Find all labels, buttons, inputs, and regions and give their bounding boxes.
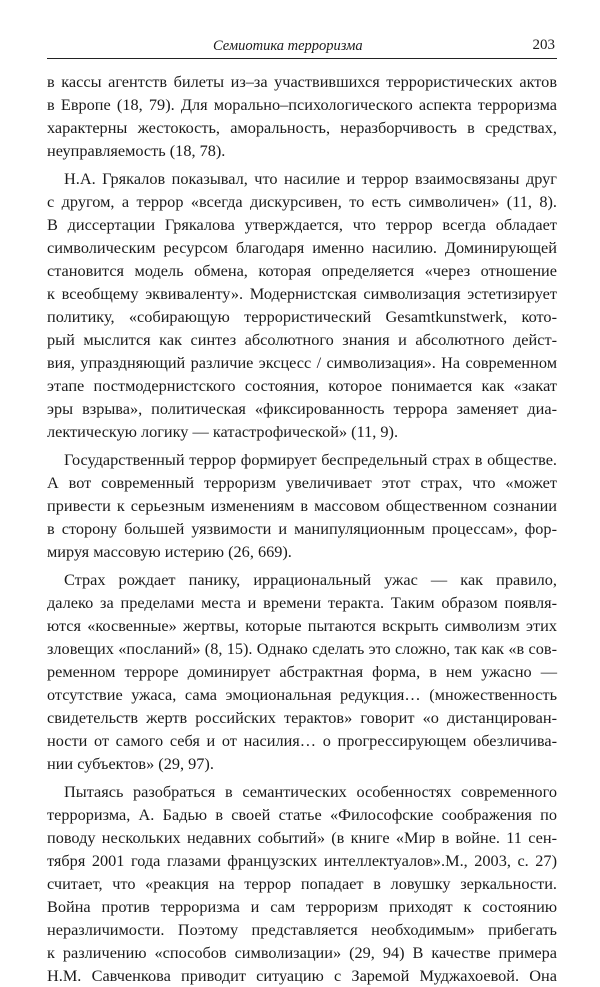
running-header <box>47 36 557 59</box>
text-line: к всеобщему эквиваленту». Модернистская символизация эстетизирует <box>47 284 557 303</box>
text-line: вия, упраздняющий различие эксцесс / символизация». На современном <box>47 353 557 372</box>
text-line: терроризма, А. Бадью в своей статье «Философские соображения по <box>47 805 557 824</box>
text-line: ются «косвенные» жертвы, которые пытаются вскрыть символизм этих <box>47 616 557 635</box>
body-text <box>47 70 557 987</box>
text-line: Пытаясь разобраться в семантических особенностях современного <box>64 782 557 801</box>
text-line: ременном терроре доминирует абстрактная форма, в нем ужасно — <box>47 662 557 681</box>
text-line: тября 2001 года глазами французских интеллектуалов».М., 2003, с. 27) <box>47 851 557 870</box>
text-line: Война против терроризма и сам терроризм приходят к состоянию <box>47 897 557 916</box>
page-number: 203 <box>532 37 555 53</box>
text-line: Н.М. Савченкова приводит ситуацию с Заремой Муджахоевой. Она <box>47 966 557 985</box>
text-line: неуправляемость (18, 78). <box>47 141 226 160</box>
text-line: с другом, а террор «всегда дискурсивен, то есть символичен» (11, 8). <box>47 192 557 211</box>
text-line: этапе постмодернистского состояния, которое понимается как «закат <box>47 376 557 395</box>
text-line: Государственный террор формирует беспредельный страх в обществе. <box>64 450 557 469</box>
text-line: А вот современный терроризм увеличивает этот страх, что «может <box>47 473 557 492</box>
text-line: лектическую логику — катастрофической» (11, 9). <box>47 422 399 441</box>
text-line: становится модель обмена, которая определяется «через отношение <box>47 261 557 280</box>
text-line: считает, что «реакция на террор попадает в ловушку зеркальности. <box>47 874 557 893</box>
text-line: в сторону большей уязвимости и манипуляционным процессам», фор- <box>47 519 557 538</box>
text-line: Страх рождает панику, иррациональный ужас — как правило, <box>64 570 557 589</box>
text-line: В диссертации Грякалова утверждается, что террор всегда обладает <box>47 215 557 234</box>
text-line: отсутствие ужаса, сама эмоциональная редукция… (множественность <box>47 685 557 704</box>
paragraph <box>47 780 557 987</box>
paragraph <box>47 167 557 443</box>
paragraph <box>47 568 557 775</box>
running-title: Семиотика терроризма <box>213 38 363 54</box>
text-line: политику, «собирающую террористический Gesamtkunstwerk, кото- <box>47 307 557 326</box>
book-page <box>47 36 557 987</box>
text-line: далеко за пределами места и времени теракта. Таким образом появля- <box>47 593 557 612</box>
text-line: рый мыслится как синтез абсолютного знания и абсолютного дейст- <box>47 330 557 349</box>
text-line: в Европе (18, 79). Для морально–психологического аспекта терроризма <box>47 95 557 114</box>
text-line: нии субъектов» (29, 97). <box>47 754 214 773</box>
text-line: характерны жестокость, аморальность, неразборчивость в средствах, <box>47 118 557 137</box>
text-line: свидетельств жертв российских терактов» говорит «о дистанцирован- <box>47 708 557 727</box>
text-line: зловещих «посланий» (8, 15). Однако сделать это сложно, так как «в сов- <box>47 639 557 658</box>
text-line: к различению «способов символизации» (29, 94) В качестве примера <box>47 943 557 962</box>
text-line: Н.А. Грякалов показывал, что насилие и террор взаимосвязаны друг <box>64 169 557 188</box>
text-line: в кассы агентств билеты из–за участвившихся террористических актов <box>47 72 557 91</box>
text-line: символическим ресурсом благодаря именно насилию. Доминирующей <box>47 238 557 257</box>
text-line: привести к серьезным изменениям в массовом общественном сознании <box>47 496 557 515</box>
text-line: неразличимости. Поэтому представляется необходимым» прибегать <box>47 920 557 939</box>
text-line: ности от самого себя и от насилия… о прогрессирующем обезличива- <box>47 731 557 750</box>
text-line: поводу нескольких недавних событий» (в книге «Мир в войне. 11 сен- <box>47 828 557 847</box>
paragraph <box>47 448 557 563</box>
text-line: мируя массовую истерию (26, 669). <box>47 542 292 561</box>
text-line: эры взрыва», политическая «фиксированность террора заменяет диа- <box>47 399 557 418</box>
paragraph <box>47 70 557 162</box>
